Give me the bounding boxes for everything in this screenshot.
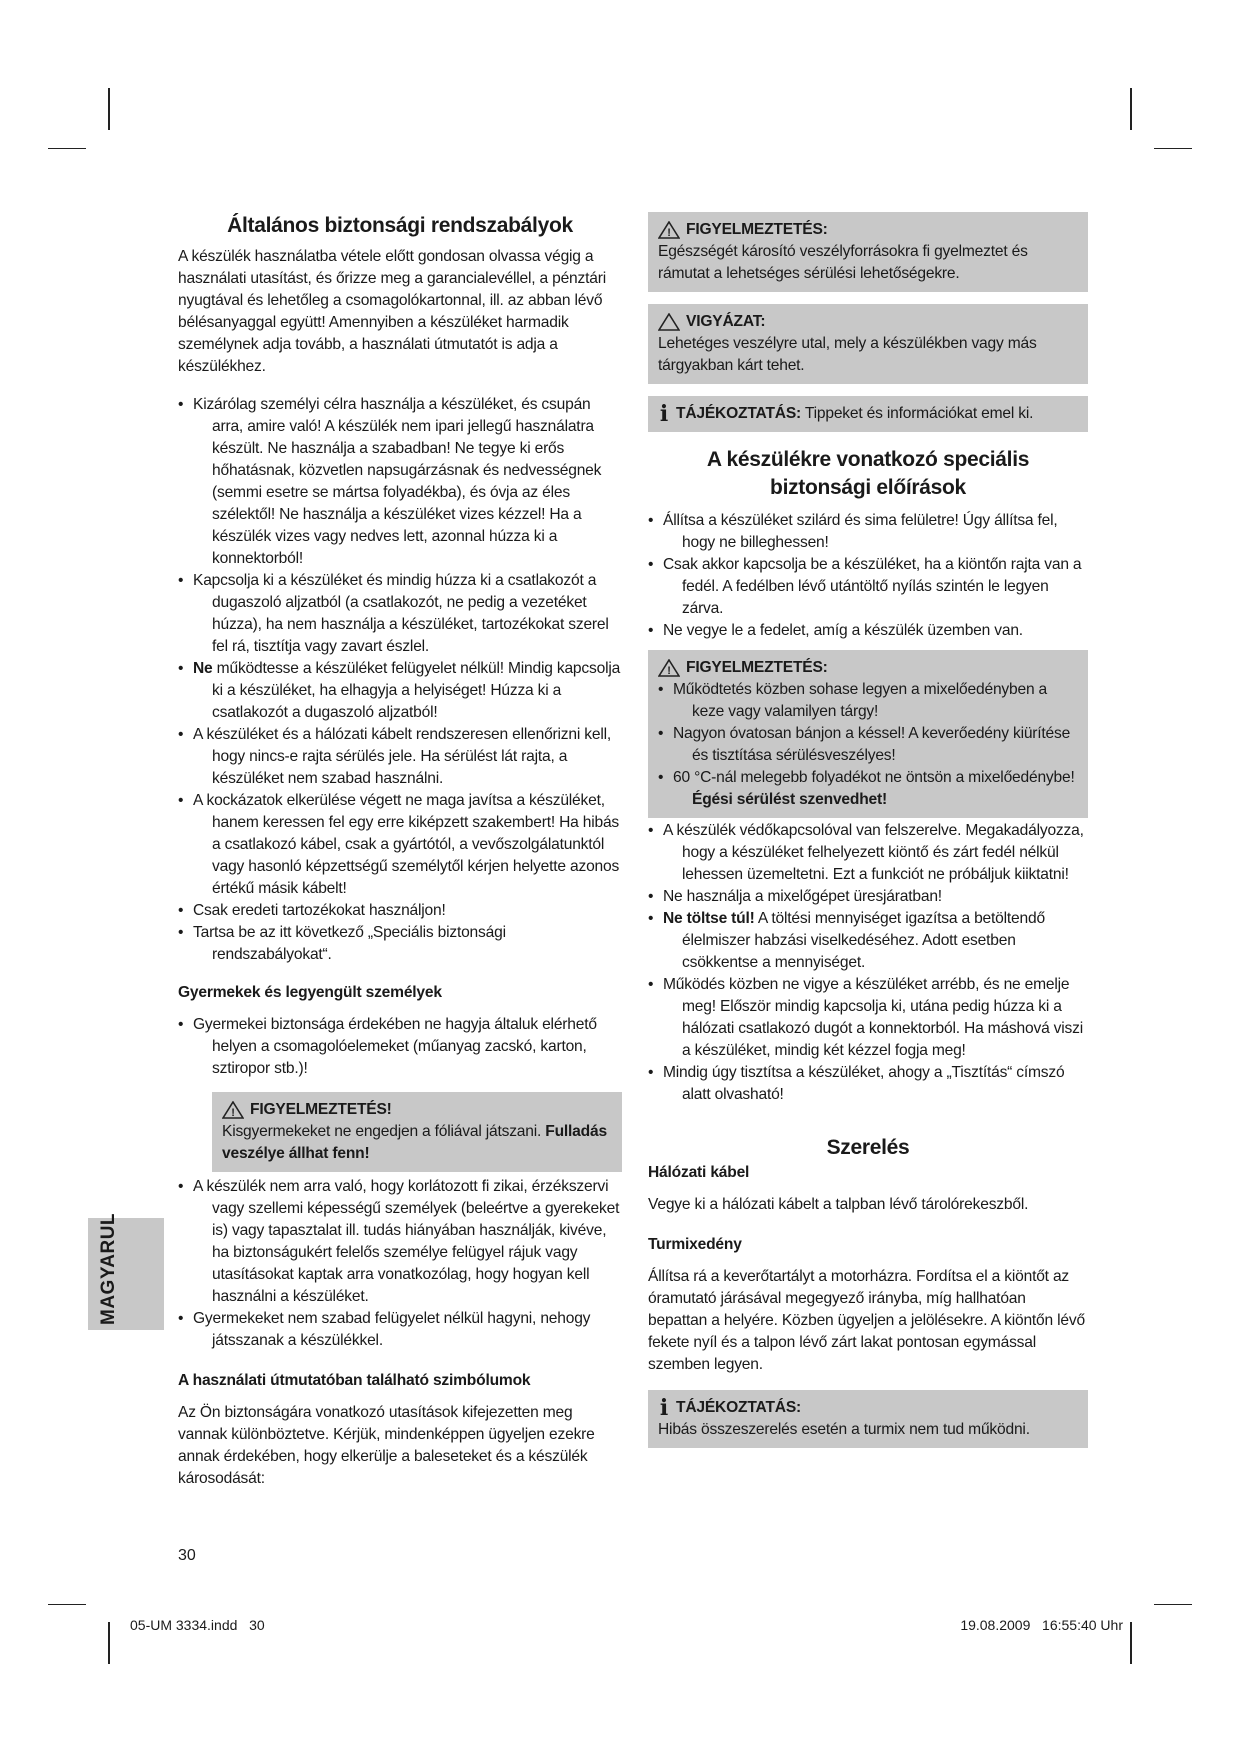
- list-item: • Kapcsolja ki a készüléket és mindig húzza ki a csatlakozót a dugaszoló aljzatból (a csatlakozót, ne pedig a vezetéket húzza), ha nem használja a készüléket, tartozékokat szerel fel rá, tisztítja vagy zavart észlel.: [178, 570, 622, 658]
- list-item: • Mindig úgy tisztítsa a készüléket, ahogy a „Tisztítás“ címszó alatt olvasható!: [648, 1062, 1088, 1106]
- svg-text:!: !: [667, 227, 671, 239]
- section-title-assembly: Szerelés: [826, 1136, 910, 1159]
- list-item: • A kockázatok elkerülése végett ne maga javítsa a készüléket, hanem keressen fel egy erre kiképzett szakembert! Ha hibás a csatlakozó kábel, csak a gyártótól, a vevőszolgálatunktól vagy hasonló képzettségű személytől kérjen helyette azonos értékű másik kábelt!: [178, 790, 622, 900]
- warning-triangle-icon: [658, 221, 680, 239]
- list-item: • A készüléket és a hálózati kábelt rendszeresen ellenőrizni kell, hogy nincs-e rajta sérülés jele. Ha sérülést lát rajta, a készüléket nem szabad használni.: [178, 724, 622, 790]
- footer-file-info: 05-UM 3334.indd 30: [130, 1617, 265, 1633]
- caution-box-vigyazat: [648, 304, 1088, 384]
- crop-mark: [108, 88, 110, 130]
- list-item: • Ne vegye le a fedelet, amíg a készülék üzemben van.: [648, 620, 1088, 642]
- list-item: • A készülék nem arra való, hogy korlátozott fi zikai, érzékszervi vagy szellemi képességű személyek (beleértve a gyerekeket is) vagy tapasztalat ill. tudás hiányában használják, kivéve, ha biztonságukért felelős személye felügyel rájuk vagy utasításokat kaptak arra vonatkozólag, hogy hogyan kell használni a készüléket.: [178, 1176, 622, 1308]
- list-item: [178, 658, 622, 724]
- crop-mark: [1154, 1604, 1192, 1605]
- list-item: • A készülék védőkapcsolóval van felszerelve. Megakadályozza, hogy a készüléket felhelyezett kiöntő és zárt fedél nélkül lehessen üzemeltetni. Ezt a funkciót ne próbáljuk kiiktatni!: [648, 820, 1088, 886]
- crop-mark: [108, 1622, 110, 1664]
- page-number: 30: [178, 1547, 196, 1564]
- box-title: ! FIGYELMEZTETÉS:: [658, 657, 1078, 679]
- section-title-special-safety: A készülékre vonatkozó speciális biztonsági előírások: [706, 448, 1030, 499]
- warning-triangle-icon: [222, 1101, 244, 1119]
- info-box-tajekoztatas: [648, 396, 1088, 432]
- symbols-heading: A használati útmutatóban található szimbólumok: [178, 1372, 531, 1389]
- list-item: • Ne használja a mixelőgépet üresjáratban!: [648, 886, 1088, 908]
- info-icon: i: [659, 1395, 669, 1421]
- caution-triangle-icon: [658, 313, 680, 331]
- cable-paragraph: Vegye ki a hálózati kábelt a talpban lévő tárolórekeszből.: [648, 1196, 1029, 1213]
- crop-mark: [48, 1604, 86, 1605]
- box-title: i TÁJÉKOZTATÁS: Tippeket és információkat emel ki.: [659, 401, 1034, 427]
- warning-box-operation: [648, 650, 1088, 818]
- list-item: • Csak eredeti tartozékokat használjon!: [178, 900, 622, 922]
- children-bullet-list: [178, 1014, 622, 1080]
- list-item: • Gyermekeket nem szabad felügyelet nélkül hagyni, nehogy játsszanak a készülékkel.: [178, 1308, 622, 1352]
- list-item: • Nagyon óvatosan bánjon a késsel! A keverőedény kiürítése és tisztítása sérülésveszélyes!: [658, 723, 1078, 767]
- section-title-general-safety: Általános biztonsági rendszabályok: [227, 214, 573, 237]
- special-bullet-list: [648, 510, 1088, 642]
- children-bullet-list-2: [178, 1176, 622, 1352]
- warning-box-title: ! FIGYELMEZTETÉS!: [222, 1099, 612, 1121]
- list-item: • Állítsa a készüléket szilárd és sima felületre! Úgy állítsa fel, hogy ne billeghessen!: [648, 510, 1088, 554]
- svg-text:!: !: [667, 665, 671, 677]
- crop-mark: [1130, 1622, 1132, 1664]
- left-column: [178, 212, 622, 1490]
- special-bullet-list-2: [648, 820, 1088, 1106]
- blender-heading: Turmixedény: [648, 1236, 742, 1253]
- symbols-paragraph: Az Ön biztonságára vonatkozó utasítások kifejezetten meg vannak különböztetve. Kérjük, mindenképpen ügyeljen ezekre annak érdekében, hogy elkerülje a baleseteket és a készülék károsodását:: [178, 1404, 595, 1487]
- info-icon: i: [659, 401, 669, 427]
- info-box-assembly: [648, 1390, 1088, 1448]
- box-title: i TÁJÉKOZTATÁS:: [659, 1395, 802, 1421]
- right-column: [648, 212, 1088, 1448]
- svg-text:!: !: [231, 1107, 235, 1119]
- list-item: • Működés közben ne vigye a készüléket arrébb, és ne emelje meg! Először mindig kapcsolja ki, utána pedig húzza ki a hálózati csatlakozó dugót a konnektorból. Ha máshová viszi a készüléket, mindig két kézzel fogja meg!: [648, 974, 1088, 1062]
- crop-mark: [1154, 148, 1192, 149]
- list-item: • 60 °C-nál melegebb folyadékot ne öntsön a mixelőedénybe! Égési sérülést szenvedhet!: [658, 767, 1078, 811]
- children-heading: Gyermekek és legyengült személyek: [178, 984, 442, 1001]
- list-item: • Csak akkor kapcsolja be a készüléket, ha a kiöntőn rajta van a fedél. A fedélben lévő utántöltő nyílás szintén le legyen zárva.: [648, 554, 1088, 620]
- box-text: Egészségét károsító veszélyforrásokra fi gyelmeztet és rámutat a lehetséges sérülési lehetőségekre.: [658, 243, 1028, 282]
- box-text: Hibás összeszerelés esetén a turmix nem tud működni.: [658, 1421, 1030, 1438]
- safety-bullet-list: [178, 394, 622, 966]
- box-title: VIGYÁZAT:: [658, 311, 1078, 333]
- warning-box-figyelmeztetes: [648, 212, 1088, 292]
- intro-paragraph: A készülék használatba vétele előtt gondosan olvassa végig a használati utasítást, és őrizze meg a garancialevéllel, a pénztári nyugtával és lehetőleg a csomagolókartonnal, ill. az abban lévő bélésanyaggal együtt! Amennyiben a készüléket harmadik személynek adja tovább, a használati útmutatót is adja a készülékhez.: [178, 248, 606, 375]
- list-item: • Működtetés közben sohase legyen a mixelőedényben a keze vagy valamilyen tárgy!: [658, 679, 1078, 723]
- box-title: ! FIGYELMEZTETÉS:: [658, 219, 1078, 241]
- list-item: • Tartsa be az itt következő „Speciális biztonsági rendszabályokat“.: [178, 922, 622, 966]
- warning-bullet-list: [658, 679, 1078, 811]
- emphasis-ne: Ne: [193, 660, 213, 677]
- list-item: • Kizárólag személyi célra használja a készüléket, és csupán arra, amire való! A készülék nem ipari jellegű használatra készült. Ne használja a szabadban! Ne tegye ki erős hőhatásnak, közvetlen napsugárzásnak és nedvességnek (semmi esetre se mártsa folyadékba), és óvja az éles szélektől! Ne használja a készüléket vizes kézzel! Ha a készülék vizes vagy nedves lett, azonnal húzza ki a konnektorból!: [178, 394, 622, 570]
- cable-heading: Hálózati kábel: [648, 1164, 750, 1181]
- list-item: • Ne töltse túl! A töltési mennyiséget igazítsa a betöltendő élelmiszer habzási viselkedéséhez. Adott esetben csökkentse a mennyiséget.: [648, 908, 1088, 974]
- list-item-text: működtesse a készüléket felügyelet nélkül! Mindig kapcsolja ki a készüléket, ha elhagyja a helyiséget! Húzza ki a csatlakozót a dugaszoló aljzatból!: [212, 660, 621, 721]
- box-text: Lehetéges veszélyre utal, mely a készülékben vagy más tárgyakban kárt tehet.: [658, 335, 1037, 374]
- language-tab-label: MAGYARUL: [98, 1212, 119, 1325]
- list-item: • Gyermekei biztonsága érdekében ne hagyja általuk elérhető helyen a csomagolóelemeket (műanyag zacskó, karton, sztiropor stb.)!: [178, 1014, 622, 1080]
- warning-triangle-icon: [658, 659, 680, 677]
- warning-box-text: Kisgyermekeket ne engedjen a fóliával játszani. Fulladás veszélye állhat fenn!: [222, 1123, 607, 1162]
- blender-paragraph: Állítsa rá a keverőtartályt a motorházra. Fordítsa el a kiöntőt az óramutató járásával megegyező irányba, míg hallhatóan bepattan a helyére. Közben ügyeljen a jelölésekre. A kiöntőn lévő fekete nyíl és a talpon lévő zárt lakat pontosan egymással szemben legyen.: [648, 1268, 1085, 1373]
- footer-timestamp: 19.08.2009 16:55:40 Uhr: [960, 1617, 1123, 1633]
- crop-mark: [1130, 88, 1132, 130]
- crop-mark: [48, 148, 86, 149]
- warning-box-suffocation: [212, 1092, 622, 1172]
